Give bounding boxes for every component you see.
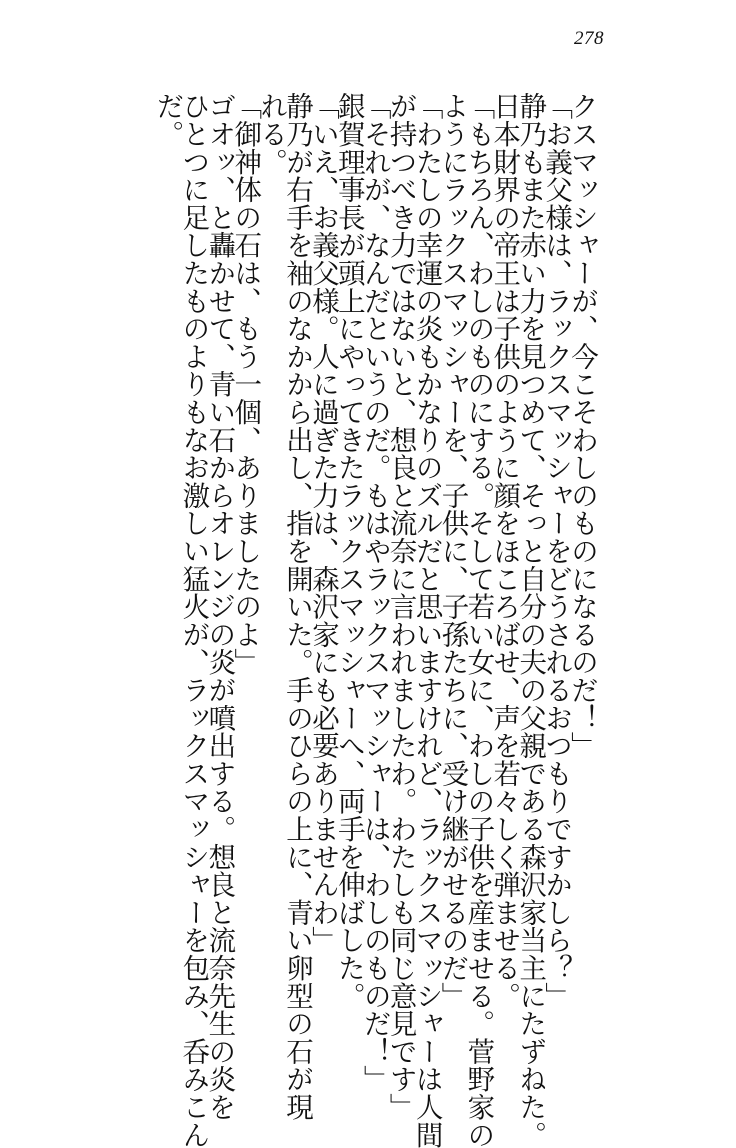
text-line: 「もちろん、わしのものにする。そして若い女に、わしの子供を産ませる。菅野家の bbox=[462, 92, 495, 1148]
text-line: ようにラックスマッシャーを、子供に、子孫たちに、受け継がせるのだ」 bbox=[436, 92, 469, 1010]
text-line: 静乃もまた赤い力を見つめて、そっと自分の夫の父親である森沢家当主にたずねた。 bbox=[514, 92, 547, 1148]
text-line: 「御神体の石は、もう一個、ありましたのよ」 bbox=[229, 92, 262, 676]
body-text bbox=[78, 92, 598, 1148]
text-line: 日本財界の帝王は子供のように顔をほころばせ、声を若々しく弾ませる。 bbox=[488, 92, 521, 1010]
page-number: 278 bbox=[574, 28, 604, 49]
text-line: 銀賀理事長が頭上にやってきたラックスマッシャーへ、両手を伸ばした。 bbox=[332, 92, 365, 1010]
text-line: 静乃が右手を袖のなかから出し、指を開いた。手のひらの上に、青い卵型の石が現 bbox=[281, 92, 314, 1121]
text-line: が持つべき力ではないと、想良と流奈に言われましたわ。わたしも同じ意見です」 bbox=[384, 92, 417, 1121]
text-line: れる。 bbox=[255, 92, 288, 176]
text-line: クスマッシャーが、今こそわしのものになるのだ！」 bbox=[566, 92, 598, 760]
text-line: 「お義父様は、ラックスマッシャーをどうされるおつもりですかしら？」 bbox=[540, 92, 573, 1010]
text-line: だ。 bbox=[151, 92, 184, 148]
text-line: 「それが、なんだというのだ。もはやラックスマッシャーは、わしのものだ！」 bbox=[358, 92, 391, 1093]
text-line: ゴオッ、と轟かせて、青い石からオレンジの炎が噴出する。想良と流奈先生の炎を bbox=[203, 92, 236, 1121]
text-line: 「わたしの幸運の炎もかなりのズルだと思いますけれど、ラックスマッシャーは人間 bbox=[410, 92, 443, 1148]
text-line: ひとつに足したものよりもなお激しい猛火が、ラックスマッシャーを包み、呑みこん bbox=[177, 92, 210, 1148]
text-line: 「いえ、お義父様。人に過ぎた力は、森沢家にも必要ありませんわ」 bbox=[306, 92, 339, 954]
